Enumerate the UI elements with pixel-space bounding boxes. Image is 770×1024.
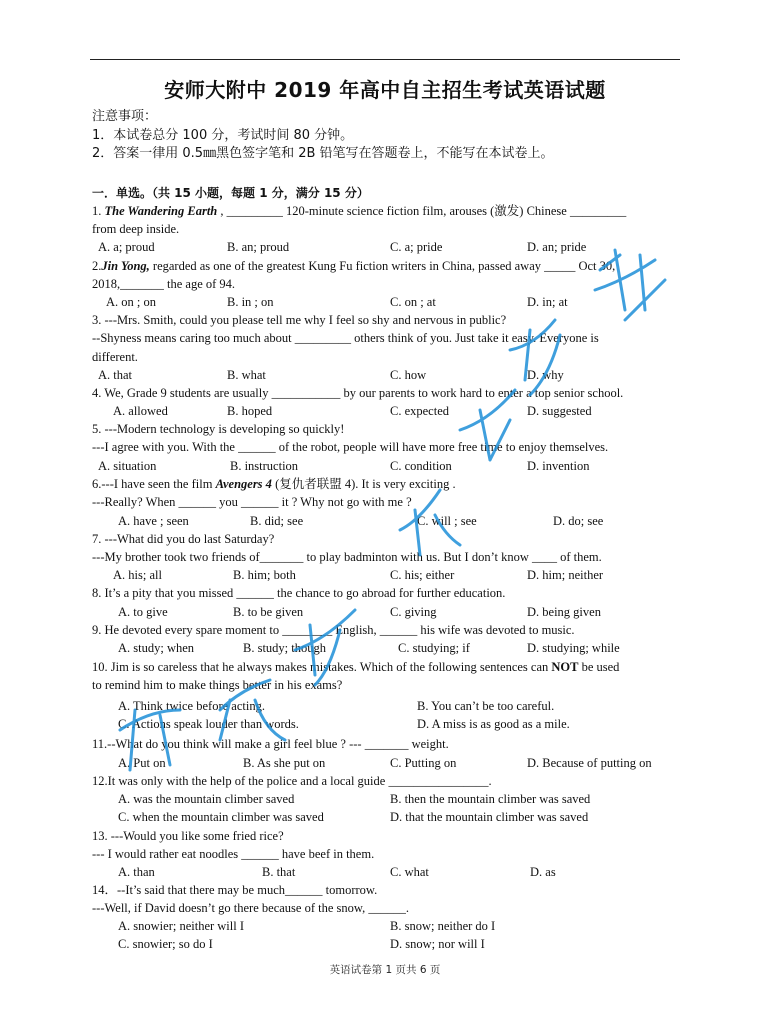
answer-option: A. snowier; neither will I xyxy=(118,919,245,933)
answer-option: A. allowed xyxy=(113,404,168,418)
question-text-continued: to remind him to make things better in his exams? xyxy=(92,678,343,693)
question-text: 14．--It’s said that there may be much______ tomorrow. xyxy=(92,883,378,897)
answer-option: B. an; proud xyxy=(227,240,290,254)
answer-option: D. Because of putting on xyxy=(527,756,652,770)
answer-options xyxy=(0,603,770,621)
answer-option: B. did; see xyxy=(250,514,304,528)
question-text-continued: from deep inside. xyxy=(92,222,180,237)
question-text-continued: ---Really? When ______ you ______ it ? Why not go with me ? xyxy=(92,495,412,510)
question-text: 4. We, Grade 9 students are usually ___________ by our parents to work hard to enter a top senior school. xyxy=(92,386,624,400)
instructions-heading: 注意事项： xyxy=(92,109,158,124)
answer-option: D. invention xyxy=(527,459,590,473)
answer-options xyxy=(0,293,770,311)
instruction-item: 2．答案一律用 0.5㎜黑色签字笔和 2B 铅笔写在答题卷上，不能写在本试卷上。 xyxy=(92,146,554,161)
answer-option: B. in ; on xyxy=(227,295,274,309)
instruction-item: 1．本试卷总分 100 分，考试时间 80 分钟。 xyxy=(92,127,354,143)
answer-options xyxy=(0,715,770,733)
answer-option: C. what xyxy=(390,865,429,879)
question-text: 2.Jin Yong, regarded as one of the greatest Kung Fu fiction writers in China, passed away _____ Oct 30, xyxy=(92,259,616,273)
answer-option: D. an; pride xyxy=(527,240,587,254)
answer-options xyxy=(0,808,770,826)
question-text: 11.--What do you think will make a girl feel blue ? --- _______ weight. xyxy=(92,737,449,751)
instructions xyxy=(92,108,712,164)
question-text-continued: 2018,_______ the age of 94. xyxy=(92,277,236,292)
answer-option: C. will ; see xyxy=(417,514,477,528)
question-text: 10. Jim is so careless that he always makes mistakes. Which of the following sentences can NOT be used xyxy=(92,660,620,674)
answer-options xyxy=(0,697,770,715)
answer-option: C. condition xyxy=(390,459,452,473)
answer-option: C. studying; if xyxy=(398,641,470,655)
answer-options xyxy=(0,754,770,772)
answer-options xyxy=(0,790,770,808)
answer-option: B. to be given xyxy=(233,605,304,619)
answer-option: C. expected xyxy=(390,404,450,418)
answer-options xyxy=(0,566,770,584)
answer-option: D. studying; while xyxy=(527,641,620,655)
answer-option: A. on ; on xyxy=(106,295,156,309)
answer-option: D. A miss is as good as a mile. xyxy=(417,717,570,731)
answer-option: B. then the mountain climber was saved xyxy=(390,792,591,806)
answer-option: A. Put on xyxy=(118,756,166,770)
answer-option: D. why xyxy=(527,368,564,382)
question-text: 1. The Wandering Earth , _________ 120-minute science fiction film, arouses (激发) Chinese _________ xyxy=(92,204,627,218)
answer-option: D. in; at xyxy=(527,295,568,309)
answer-option: D. snow; nor will I xyxy=(390,937,485,951)
answer-option: B. him; both xyxy=(233,568,296,582)
question-text: 7. ---What did you do last Saturday? xyxy=(92,532,275,546)
answer-option: A. to give xyxy=(118,605,168,619)
answer-options xyxy=(0,402,770,420)
question-text-continued: ---Well, if David doesn’t go there because of the snow, ______. xyxy=(92,901,409,916)
answer-option: B. study; though xyxy=(243,641,326,655)
question-text: 13. ---Would you like some fried rice? xyxy=(92,829,284,843)
answer-option: B. that xyxy=(262,865,296,879)
question-text: 3. ---Mrs. Smith, could you please tell me why I feel so shy and nervous in public? xyxy=(92,313,507,327)
answer-option: C. on ; at xyxy=(390,295,436,309)
answer-option: C. how xyxy=(390,368,427,382)
page-title: 安师大附中 2019 年高中自主招生考试英语试题 xyxy=(164,78,606,102)
answer-option: A. than xyxy=(118,865,155,879)
answer-option: C. when the mountain climber was saved xyxy=(118,810,324,824)
answer-options xyxy=(0,639,770,657)
answer-option: A. have ; seen xyxy=(118,514,189,528)
answer-option: D. suggested xyxy=(527,404,592,418)
answer-option: C. snowier; so do I xyxy=(118,937,213,951)
section-heading: 一．单选。（共 15 小题，每题 1 分，满分 15 分） xyxy=(92,186,369,200)
question-text: 9. He devoted every spare moment to ________ English, ______ his wife was devoted to music. xyxy=(92,623,575,637)
question-text: 8. It’s a pity that you missed ______ the chance to go abroad for further education. xyxy=(92,586,506,600)
answer-option: B. snow; neither do I xyxy=(390,919,496,933)
question-text-continued: --Shyness means caring too much about _________ others think of you. Just take it easy. Everyone is xyxy=(92,331,599,346)
answer-option: B. what xyxy=(227,368,266,382)
answer-options xyxy=(0,863,770,881)
answer-option: D. being given xyxy=(527,605,601,619)
answer-option: A. his; all xyxy=(113,568,162,582)
question-text-continued: ---My brother took two friends of_______ to play badminton with us. But I don’t know ____ of them. xyxy=(92,550,602,565)
answer-option: A. was the mountain climber saved xyxy=(118,792,295,806)
page-footer: 英语试卷第 1 页共 6 页 xyxy=(329,964,441,976)
answer-option: D. do; see xyxy=(553,514,604,528)
answer-option: C. Putting on xyxy=(390,756,457,770)
answer-option: C. Actions speak louder than words. xyxy=(118,717,299,731)
answer-option: A. situation xyxy=(98,459,157,473)
answer-option: C. his; either xyxy=(390,568,455,582)
question-text-continued: --- I would rather eat noodles ______ have beef in them. xyxy=(92,847,375,862)
answer-option: D. as xyxy=(530,865,556,879)
question-text: 12.It was only with the help of the police and a local guide ________________. xyxy=(92,774,492,788)
question-text-continued: different. xyxy=(92,349,138,364)
answer-option: A. Think twice before acting. xyxy=(118,699,265,713)
answer-options xyxy=(0,238,770,256)
answer-option: C. a; pride xyxy=(390,240,443,254)
answer-options xyxy=(0,935,770,953)
answer-options xyxy=(0,512,770,530)
answer-options xyxy=(0,366,770,384)
answer-option: B. instruction xyxy=(230,459,299,473)
answer-option: B. You can’t be too careful. xyxy=(417,699,555,713)
answer-option: A. study; when xyxy=(118,641,195,655)
answer-options xyxy=(0,917,770,935)
answer-option: B. As she put on xyxy=(243,756,326,770)
answer-option: D. that the mountain climber was saved xyxy=(390,810,589,824)
answer-option: B. hoped xyxy=(227,404,273,418)
answer-option: A. that xyxy=(98,368,133,382)
header-rule xyxy=(90,59,680,60)
question-text: 5. ---Modern technology is developing so quickly! xyxy=(92,422,345,436)
question-text-continued: ---I agree with you. With the ______ of the robot, people will have more free time to enjoy themselves. xyxy=(92,440,609,455)
answer-option: D. him; neither xyxy=(527,568,604,582)
answer-option: C. giving xyxy=(390,605,437,619)
answer-options xyxy=(0,457,770,475)
question-text: 6.---I have seen the film Avengers 4 (复仇者联盟 4). It is very exciting . xyxy=(92,477,456,491)
answer-option: A. a; proud xyxy=(98,240,155,254)
